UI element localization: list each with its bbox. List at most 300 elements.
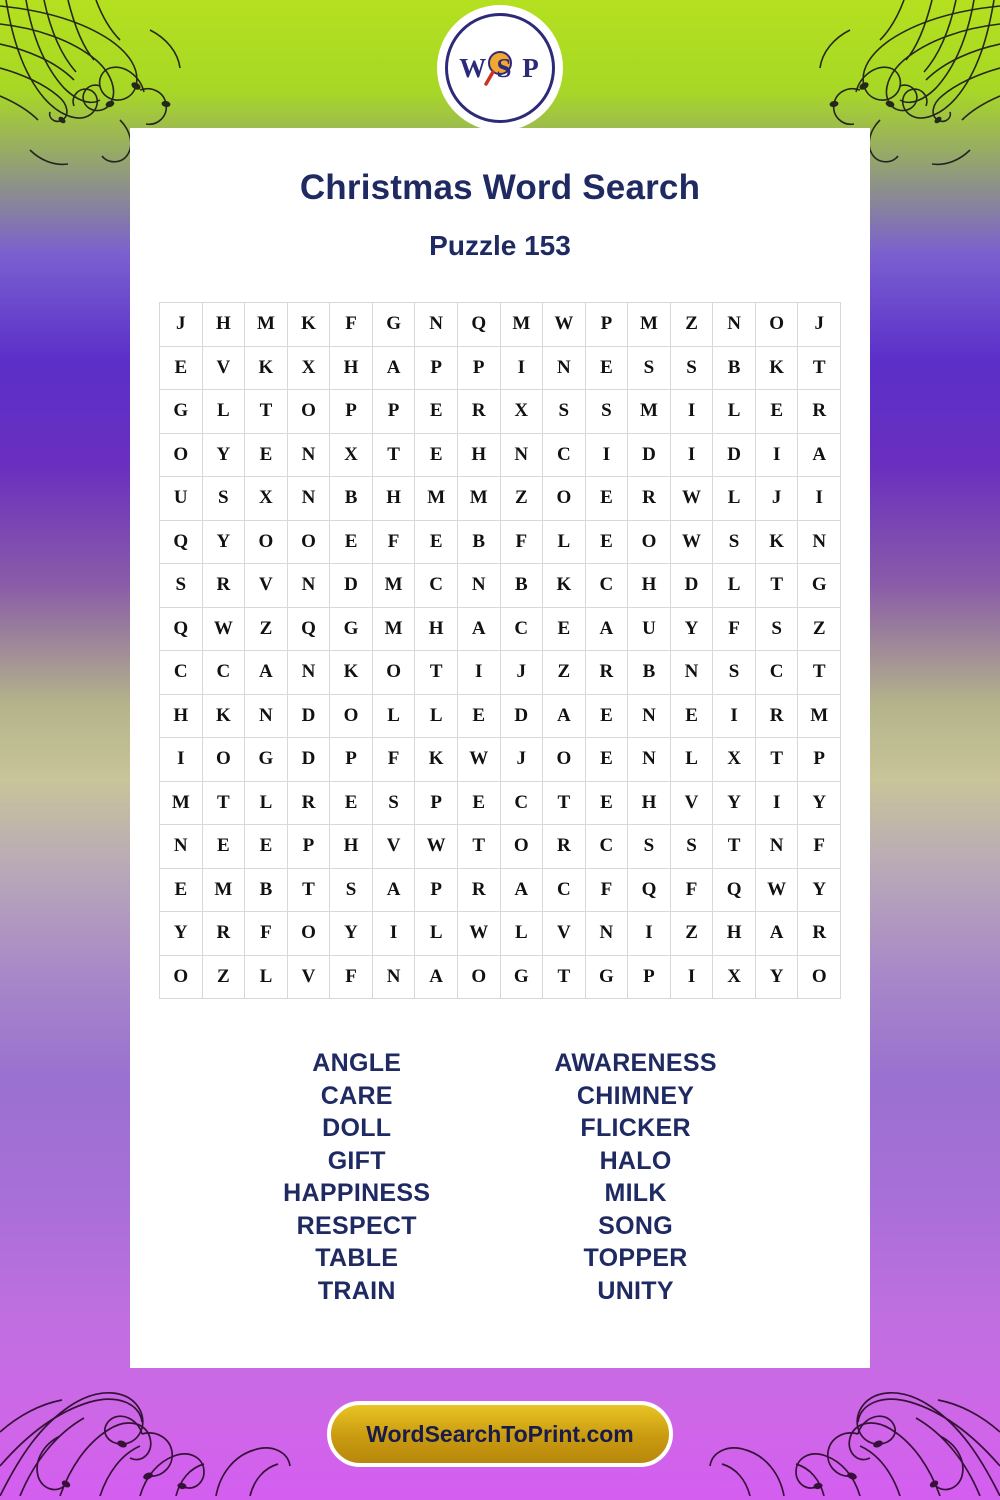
grid-cell[interactable]: J [160,303,203,347]
page-title: Christmas Word Search [299,168,701,207]
grid-cell[interactable]: A [245,651,288,695]
grid-cell[interactable]: M [500,303,543,347]
grid-cell[interactable]: O [755,303,798,347]
grid-cell[interactable]: Y [330,912,373,956]
grid-cell[interactable]: E [202,825,245,869]
grid-cell[interactable]: H [330,825,373,869]
letter-grid-table [159,302,841,999]
grid-cell[interactable]: C [500,781,543,825]
grid-cell[interactable]: E [415,390,458,434]
grid-cell[interactable]: J [500,738,543,782]
grid-cell[interactable]: I [670,955,713,999]
grid-cell[interactable]: M [628,390,671,434]
grid-cell[interactable]: T [543,781,586,825]
word-list [130,1047,870,1307]
grid-cell[interactable]: H [713,912,756,956]
grid-cell[interactable]: N [755,825,798,869]
grid-cell[interactable]: E [457,781,500,825]
grid-cell[interactable]: R [457,390,500,434]
grid-cell[interactable]: L [245,781,288,825]
word-list-item: HAPPINESS [283,1179,431,1207]
site-logo [440,8,560,128]
grid-cell[interactable]: Y [202,433,245,477]
grid-cell[interactable]: Q [713,868,756,912]
grid-cell[interactable]: V [372,825,415,869]
grid-cell[interactable]: H [202,303,245,347]
grid-cell[interactable]: L [500,912,543,956]
grid-cell[interactable]: T [713,825,756,869]
grid-cell[interactable]: C [415,564,458,608]
grid-cell[interactable]: N [670,651,713,695]
grid-cell[interactable]: F [585,868,628,912]
grid-cell[interactable]: P [372,390,415,434]
grid-cell[interactable]: Y [160,912,203,956]
grid-cell[interactable]: C [543,868,586,912]
grid-cell[interactable]: I [160,738,203,782]
grid-cell[interactable]: N [287,433,330,477]
grid-cell[interactable]: Z [202,955,245,999]
grid-cell[interactable]: D [330,564,373,608]
grid-cell[interactable]: L [543,520,586,564]
grid-cell[interactable]: R [287,781,330,825]
grid-cell[interactable]: O [160,433,203,477]
grid-cell[interactable]: N [628,738,671,782]
grid-cell[interactable]: N [543,346,586,390]
grid-row [160,868,841,912]
grid-cell[interactable]: Q [287,607,330,651]
grid-cell[interactable]: Y [202,520,245,564]
grid-cell[interactable]: C [202,651,245,695]
grid-cell[interactable]: J [500,651,543,695]
grid-cell[interactable]: G [330,607,373,651]
grid-cell[interactable]: C [585,564,628,608]
grid-cell[interactable]: M [415,477,458,521]
word-list-item: HALO [599,1146,672,1175]
grid-cell[interactable]: P [457,346,500,390]
grid-cell[interactable]: S [628,825,671,869]
grid-cell[interactable]: O [202,738,245,782]
grid-cell[interactable]: V [287,955,330,999]
grid-cell[interactable]: E [585,346,628,390]
word-list-item: UNITY [597,1276,674,1305]
grid-cell[interactable]: W [755,868,798,912]
grid-cell[interactable]: F [372,738,415,782]
grid-cell[interactable]: R [543,825,586,869]
grid-cell[interactable]: H [457,433,500,477]
grid-cell[interactable]: L [415,912,458,956]
grid-cell[interactable]: Y [798,868,841,912]
grid-cell[interactable]: E [670,694,713,738]
grid-cell[interactable]: G [585,955,628,999]
grid-cell[interactable]: M [457,477,500,521]
grid-cell[interactable]: B [245,868,288,912]
logo-letters: W S P [459,52,541,83]
grid-cell[interactable]: I [628,912,671,956]
grid-cell[interactable]: O [543,477,586,521]
grid-cell[interactable]: F [330,955,373,999]
grid-cell[interactable]: P [330,390,373,434]
grid-row [160,651,841,695]
grid-row [160,912,841,956]
grid-cell[interactable]: V [670,781,713,825]
grid-cell[interactable]: Z [670,303,713,347]
grid-cell[interactable]: O [628,520,671,564]
grid-cell[interactable]: D [713,433,756,477]
grid-cell[interactable]: P [585,303,628,347]
grid-cell[interactable]: D [287,738,330,782]
grid-cell[interactable]: L [670,738,713,782]
grid-cell[interactable]: W [670,477,713,521]
grid-cell[interactable]: A [457,607,500,651]
grid-row [160,433,841,477]
grid-cell[interactable]: H [628,564,671,608]
grid-cell[interactable]: I [755,433,798,477]
grid-cell[interactable]: K [415,738,458,782]
grid-cell[interactable]: U [160,477,203,521]
grid-cell[interactable]: F [500,520,543,564]
word-list-item: TABLE [315,1244,399,1272]
grid-cell[interactable]: W [543,303,586,347]
grid-cell[interactable]: U [628,607,671,651]
grid-cell[interactable]: C [160,651,203,695]
grid-cell[interactable]: R [202,912,245,956]
grid-cell[interactable]: I [585,433,628,477]
grid-cell[interactable]: R [628,477,671,521]
grid-cell[interactable]: K [543,564,586,608]
grid-cell[interactable]: P [330,738,373,782]
grid-cell[interactable]: T [543,955,586,999]
grid-cell[interactable]: D [628,433,671,477]
grid-cell[interactable]: S [755,607,798,651]
grid-cell[interactable]: C [500,607,543,651]
word-list-item: RESPECT [296,1211,417,1240]
grid-cell[interactable]: F [245,912,288,956]
grid-cell[interactable]: T [755,738,798,782]
grid-cell[interactable]: O [287,520,330,564]
grid-cell[interactable]: I [670,390,713,434]
grid-cell[interactable]: D [500,694,543,738]
grid-cell[interactable]: O [160,955,203,999]
grid-cell[interactable]: N [798,520,841,564]
grid-cell[interactable]: P [798,738,841,782]
grid-cell[interactable]: E [457,694,500,738]
grid-cell[interactable]: N [287,651,330,695]
grid-cell[interactable]: H [415,607,458,651]
grid-cell[interactable]: L [245,955,288,999]
grid-cell[interactable]: Y [670,607,713,651]
grid-cell[interactable]: F [372,520,415,564]
grid-cell[interactable]: O [457,955,500,999]
grid-cell[interactable]: I [670,433,713,477]
grid-cell[interactable]: F [330,303,373,347]
grid-row [160,303,841,347]
grid-row [160,520,841,564]
grid-cell[interactable]: N [245,694,288,738]
grid-cell[interactable]: A [415,955,458,999]
grid-cell[interactable]: A [372,868,415,912]
grid-cell[interactable]: T [798,651,841,695]
grid-cell[interactable]: K [245,346,288,390]
grid-cell[interactable]: M [245,303,288,347]
grid-cell[interactable]: I [755,781,798,825]
grid-cell[interactable]: M [372,607,415,651]
grid-cell[interactable]: K [330,651,373,695]
grid-cell[interactable]: N [457,564,500,608]
word-list-item: FLICKER [580,1114,691,1142]
grid-cell[interactable]: E [245,433,288,477]
grid-cell[interactable]: O [245,520,288,564]
grid-cell[interactable]: N [160,825,203,869]
grid-cell[interactable]: N [415,303,458,347]
grid-cell[interactable]: J [755,477,798,521]
grid-cell[interactable]: A [543,694,586,738]
grid-cell[interactable]: S [670,346,713,390]
grid-cell[interactable]: Y [798,781,841,825]
grid-cell[interactable]: R [202,564,245,608]
grid-row [160,781,841,825]
grid-cell[interactable]: X [287,346,330,390]
word-list-item: MILK [604,1179,667,1207]
grid-cell[interactable]: C [585,825,628,869]
grid-cell[interactable]: I [372,912,415,956]
word-list-item: GIFT [327,1146,386,1175]
grid-cell[interactable]: S [543,390,586,434]
word-list-item: TOPPER [583,1244,688,1272]
grid-cell[interactable]: X [330,433,373,477]
grid-cell[interactable]: M [160,781,203,825]
grid-cell[interactable]: P [415,781,458,825]
grid-cell[interactable]: X [713,738,756,782]
grid-cell[interactable]: R [798,390,841,434]
grid-cell[interactable]: N [713,303,756,347]
grid-cell[interactable]: Q [160,607,203,651]
word-search-grid[interactable] [159,302,841,999]
grid-cell[interactable]: N [287,564,330,608]
grid-cell[interactable]: A [585,607,628,651]
grid-cell[interactable]: E [585,694,628,738]
grid-cell[interactable]: V [245,564,288,608]
puzzle-sheet [130,128,870,1368]
grid-row [160,738,841,782]
grid-cell[interactable]: P [415,346,458,390]
grid-cell[interactable]: G [798,564,841,608]
grid-cell[interactable]: M [798,694,841,738]
grid-cell[interactable]: T [287,868,330,912]
grid-row [160,825,841,869]
grid-cell[interactable]: G [160,390,203,434]
grid-cell[interactable]: D [287,694,330,738]
grid-cell[interactable]: W [202,607,245,651]
word-list-item: CHIMNEY [576,1081,695,1110]
website-button-label: WordSearchToPrint.com [366,1420,634,1447]
grid-cell[interactable]: R [755,694,798,738]
grid-cell[interactable]: O [543,738,586,782]
grid-row [160,346,841,390]
puzzle-number: Puzzle 153 [429,230,571,261]
grid-cell[interactable]: N [585,912,628,956]
grid-cell[interactable]: N [500,433,543,477]
grid-cell[interactable]: P [628,955,671,999]
grid-cell[interactable]: B [500,564,543,608]
grid-cell[interactable]: B [330,477,373,521]
grid-cell[interactable]: I [457,651,500,695]
grid-row [160,390,841,434]
grid-cell[interactable]: F [713,607,756,651]
website-button[interactable] [327,1401,673,1467]
grid-row [160,477,841,521]
grid-cell[interactable]: L [415,694,458,738]
grid-cell[interactable]: Z [798,607,841,651]
grid-cell[interactable]: F [670,868,713,912]
grid-cell[interactable]: K [202,694,245,738]
grid-cell[interactable]: S [202,477,245,521]
grid-cell[interactable]: E [415,520,458,564]
grid-cell[interactable]: Q [628,868,671,912]
grid-cell[interactable]: B [713,346,756,390]
grid-cell[interactable]: E [330,520,373,564]
grid-cell[interactable]: S [160,564,203,608]
grid-cell[interactable]: S [713,520,756,564]
grid-cell[interactable]: I [713,694,756,738]
grid-cell[interactable]: K [287,303,330,347]
grid-cell[interactable]: K [755,346,798,390]
grid-cell[interactable]: R [585,651,628,695]
grid-cell[interactable]: C [543,433,586,477]
grid-cell[interactable]: H [160,694,203,738]
grid-cell[interactable]: C [755,651,798,695]
grid-cell[interactable]: X [713,955,756,999]
grid-cell[interactable]: O [500,825,543,869]
grid-cell[interactable]: G [372,303,415,347]
grid-cell[interactable]: J [798,303,841,347]
grid-cell[interactable]: Y [713,781,756,825]
word-list-item: ANGLE [312,1049,402,1077]
grid-cell[interactable]: S [670,825,713,869]
grid-cell[interactable]: T [457,825,500,869]
grid-cell[interactable]: O [287,912,330,956]
grid-cell[interactable]: Q [160,520,203,564]
grid-cell[interactable]: Z [543,651,586,695]
grid-cell[interactable]: A [798,433,841,477]
grid-cell[interactable]: A [372,346,415,390]
grid-cell[interactable]: Z [670,912,713,956]
grid-cell[interactable]: E [755,390,798,434]
grid-cell[interactable]: T [415,651,458,695]
grid-cell[interactable]: G [245,738,288,782]
grid-cell[interactable]: X [500,390,543,434]
grid-cell[interactable]: W [415,825,458,869]
word-list-item: SONG [598,1211,673,1240]
grid-cell[interactable]: O [287,390,330,434]
grid-cell[interactable]: A [755,912,798,956]
grid-cell[interactable]: V [543,912,586,956]
grid-cell[interactable]: W [670,520,713,564]
grid-cell[interactable]: I [798,477,841,521]
word-list-column-right [554,1047,716,1307]
word-list-column-left [283,1047,430,1307]
grid-cell[interactable]: E [330,781,373,825]
grid-cell[interactable]: E [585,781,628,825]
grid-cell[interactable]: E [585,738,628,782]
grid-cell[interactable]: D [670,564,713,608]
grid-cell[interactable]: W [457,738,500,782]
grid-cell[interactable]: L [713,477,756,521]
grid-cell[interactable]: M [628,303,671,347]
grid-cell[interactable]: N [287,477,330,521]
grid-cell[interactable]: S [713,651,756,695]
grid-cell[interactable]: N [372,955,415,999]
grid-cell[interactable]: G [500,955,543,999]
grid-cell[interactable]: R [457,868,500,912]
grid-cell[interactable]: X [245,477,288,521]
grid-cell[interactable]: L [202,390,245,434]
grid-cell[interactable]: T [245,390,288,434]
grid-cell[interactable]: P [287,825,330,869]
grid-cell[interactable]: E [160,868,203,912]
grid-cell[interactable]: R [798,912,841,956]
grid-cell[interactable]: O [330,694,373,738]
word-list-item: AWARENESS [554,1049,717,1077]
grid-row [160,607,841,651]
word-list-item: CARE [320,1081,393,1110]
grid-cell[interactable]: E [585,477,628,521]
grid-cell[interactable]: L [713,564,756,608]
grid-cell[interactable]: M [372,564,415,608]
grid-cell[interactable]: Y [755,955,798,999]
grid-cell[interactable]: F [798,825,841,869]
grid-cell[interactable]: P [415,868,458,912]
grid-cell[interactable]: O [372,651,415,695]
grid-cell[interactable]: M [202,868,245,912]
grid-cell[interactable]: E [415,433,458,477]
grid-cell[interactable]: T [202,781,245,825]
grid-cell[interactable]: T [798,346,841,390]
grid-cell[interactable]: V [202,346,245,390]
grid-cell[interactable]: B [457,520,500,564]
grid-cell[interactable]: T [372,433,415,477]
grid-cell[interactable]: L [713,390,756,434]
grid-cell[interactable]: H [330,346,373,390]
grid-cell[interactable]: H [372,477,415,521]
grid-cell[interactable]: Q [457,303,500,347]
grid-cell[interactable]: S [330,868,373,912]
grid-cell[interactable]: E [245,825,288,869]
word-list-item: DOLL [322,1114,392,1142]
grid-cell[interactable]: N [628,694,671,738]
grid-cell[interactable]: E [543,607,586,651]
grid-cell[interactable]: A [500,868,543,912]
grid-cell[interactable]: H [628,781,671,825]
grid-cell[interactable]: Z [245,607,288,651]
grid-cell[interactable]: K [755,520,798,564]
grid-row [160,694,841,738]
grid-cell[interactable]: E [160,346,203,390]
grid-cell[interactable]: W [457,912,500,956]
grid-cell[interactable]: S [628,346,671,390]
grid-cell[interactable]: O [798,955,841,999]
grid-cell[interactable]: Z [500,477,543,521]
grid-cell[interactable]: S [372,781,415,825]
grid-cell[interactable]: B [628,651,671,695]
grid-cell[interactable]: S [585,390,628,434]
grid-cell[interactable]: T [755,564,798,608]
word-list-item: TRAIN [317,1276,396,1305]
grid-cell[interactable]: E [585,520,628,564]
grid-row [160,564,841,608]
grid-cell[interactable]: L [372,694,415,738]
logo-circle [445,13,555,123]
grid-cell[interactable]: I [500,346,543,390]
